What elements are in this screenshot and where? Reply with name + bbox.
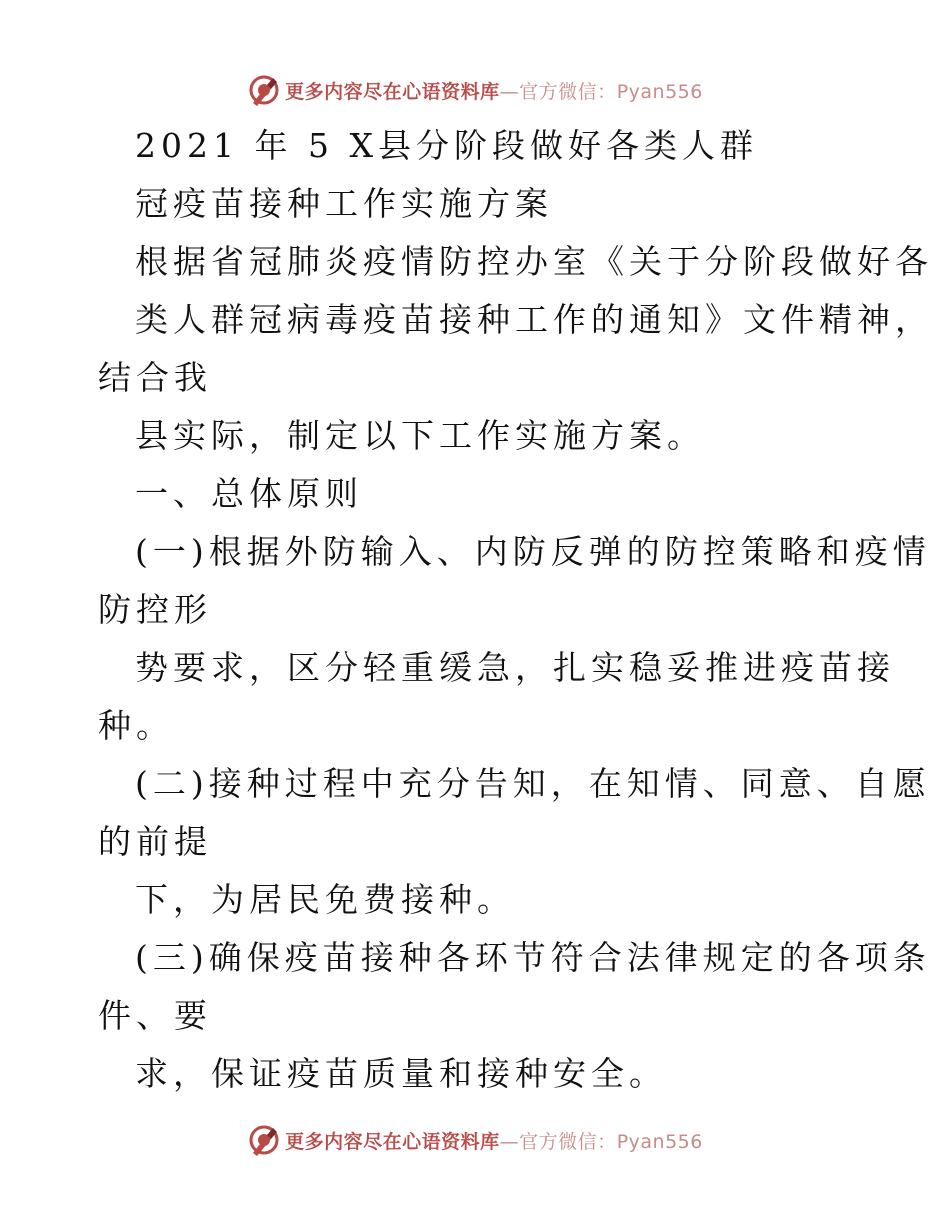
paragraph-line: 件、要 xyxy=(98,996,212,1035)
watermark-separator: — xyxy=(499,80,520,103)
paragraph-line: 类人群冠病毒疫苗接种工作的通知》文件精神， xyxy=(135,300,933,339)
paragraph-line: 县实际，制定以下工作实施方案。 xyxy=(135,416,705,455)
watermark-banner-bottom xyxy=(0,1120,950,1160)
document-title-line-2: 冠疫苗接种工作实施方案 xyxy=(135,184,553,223)
paragraph-line: 结合我 xyxy=(98,358,212,397)
watermark-separator: — xyxy=(499,1130,520,1153)
paragraph-line: 防控形 xyxy=(98,590,212,629)
paragraph-line: 求，保证疫苗质量和接种安全。 xyxy=(135,1054,667,1093)
watermark-sub-text: 官方微信： xyxy=(519,80,617,103)
paragraph-line: (一)根据外防输入、内防反弹的防控策略和疫情 xyxy=(135,532,931,571)
paragraph-line: 根据省冠肺炎疫情防控办室《关于分阶段做好各 xyxy=(135,242,933,281)
paragraph-line: (三)确保疫苗接种各环节符合法律规定的各项条 xyxy=(135,938,931,977)
watermark-wechat-id: Pyan556 xyxy=(616,1130,703,1153)
watermark-text xyxy=(285,77,703,104)
paragraph-line: 的前提 xyxy=(98,822,212,861)
pen-circle-logo-icon xyxy=(247,73,281,107)
watermark-sub-text: 官方微信： xyxy=(519,1130,617,1153)
section-heading: 一、总体原则 xyxy=(135,474,363,513)
watermark-main-text: 更多内容尽在心语资料库 xyxy=(285,80,500,103)
paragraph-line: 势要求，区分轻重缓急，扎实稳妥推进疫苗接 xyxy=(135,648,895,687)
pen-circle-logo-icon xyxy=(247,1123,281,1157)
watermark-text xyxy=(285,1127,703,1154)
paragraph-line: 下，为居民免费接种。 xyxy=(135,880,515,919)
document-title-line-1: 2021 年 5 X县分阶段做好各类人群 xyxy=(135,126,758,165)
paragraph-line: (二)接种过程中充分告知，在知情、同意、自愿 xyxy=(135,764,931,803)
watermark-banner-top xyxy=(0,70,950,110)
paragraph-line: 种。 xyxy=(98,706,174,745)
watermark-main-text: 更多内容尽在心语资料库 xyxy=(285,1130,500,1153)
watermark-wechat-id: Pyan556 xyxy=(616,80,703,103)
